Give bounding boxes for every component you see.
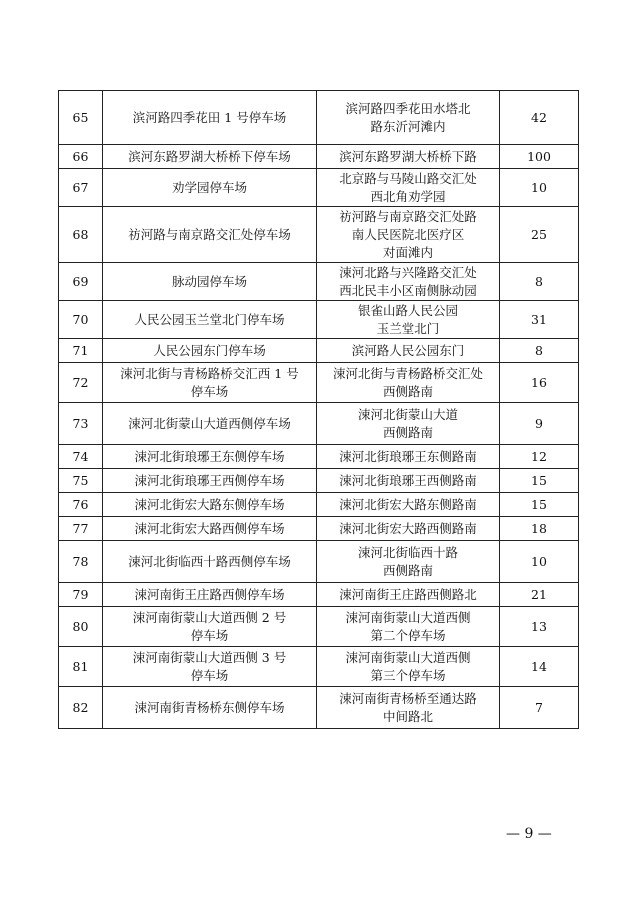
parking-lot-name-cell: 祊河路与南京路交汇处停车场 (103, 207, 317, 263)
table-row (59, 363, 579, 403)
row-number-cell: 66 (59, 145, 103, 169)
parking-lot-location-cell: 涑河北街蒙山大道 西侧路南 (317, 403, 500, 445)
parking-lot-name-cell: 涑河北街琅琊王东侧停车场 (103, 445, 317, 469)
parking-lot-location-cell: 涑河南街青杨桥至通达路 中间路北 (317, 687, 500, 729)
table-row (59, 339, 579, 363)
row-number-cell: 74 (59, 445, 103, 469)
parking-spaces-cell: 25 (500, 207, 579, 263)
table-row (59, 517, 579, 541)
parking-lot-name-cell: 涑河南街青杨桥东侧停车场 (103, 687, 317, 729)
parking-lot-name-cell: 涑河南街王庄路西侧停车场 (103, 583, 317, 607)
table-row (59, 445, 579, 469)
parking-lot-location-cell: 涑河北街琅琊王西侧路南 (317, 469, 500, 493)
row-number-cell: 75 (59, 469, 103, 493)
row-number-cell: 72 (59, 363, 103, 403)
table-row (59, 687, 579, 729)
table-row (59, 145, 579, 169)
row-number-cell: 67 (59, 169, 103, 207)
table-row (59, 263, 579, 301)
table-row (59, 207, 579, 263)
parking-lot-location-cell: 滨河路人民公园东门 (317, 339, 500, 363)
parking-lot-location-cell: 滨河东路罗湖大桥桥下路 (317, 145, 500, 169)
table-row (59, 169, 579, 207)
parking-lot-location-cell: 涑河北街宏大路西侧路南 (317, 517, 500, 541)
parking-spaces-cell: 100 (500, 145, 579, 169)
parking-spaces-cell: 8 (500, 263, 579, 301)
parking-spaces-cell: 21 (500, 583, 579, 607)
parking-spaces-cell: 10 (500, 169, 579, 207)
parking-spaces-cell: 18 (500, 517, 579, 541)
parking-lot-table-body (59, 91, 579, 729)
parking-lot-name-cell: 涑河南街蒙山大道西侧 2 号 停车场 (103, 607, 317, 647)
parking-lot-location-cell: 涑河北路与兴隆路交汇处 西北民丰小区南侧脉动园 (317, 263, 500, 301)
parking-lot-table-container (58, 90, 578, 729)
table-row (59, 647, 579, 687)
parking-lot-location-cell: 涑河南街蒙山大道西侧 第二个停车场 (317, 607, 500, 647)
parking-lot-location-cell: 祊河路与南京路交汇处路 南人民医院北医疗区 对面滩内 (317, 207, 500, 263)
parking-lot-name-cell: 滨河路四季花田 1 号停车场 (103, 91, 317, 145)
table-row (59, 403, 579, 445)
row-number-cell: 77 (59, 517, 103, 541)
parking-lot-name-cell: 涑河北街琅琊王西侧停车场 (103, 469, 317, 493)
row-number-cell: 81 (59, 647, 103, 687)
parking-lot-name-cell: 涑河北街宏大路西侧停车场 (103, 517, 317, 541)
parking-lot-location-cell: 滨河路四季花田水塔北 路东沂河滩内 (317, 91, 500, 145)
parking-spaces-cell: 10 (500, 541, 579, 583)
parking-lot-location-cell: 涑河北街与青杨路桥交汇处 西侧路南 (317, 363, 500, 403)
row-number-cell: 73 (59, 403, 103, 445)
row-number-cell: 69 (59, 263, 103, 301)
parking-spaces-cell: 15 (500, 469, 579, 493)
parking-spaces-cell: 7 (500, 687, 579, 729)
page-number: — 9 — (506, 826, 552, 842)
parking-lot-location-cell: 北京路与马陵山路交汇处 西北角劝学园 (317, 169, 500, 207)
parking-lot-name-cell: 涑河北街宏大路东侧停车场 (103, 493, 317, 517)
parking-lot-location-cell: 涑河北街宏大路东侧路南 (317, 493, 500, 517)
parking-spaces-cell: 31 (500, 301, 579, 339)
parking-lot-name-cell: 涑河北街蒙山大道西侧停车场 (103, 403, 317, 445)
parking-lot-name-cell: 涑河北街临西十路西侧停车场 (103, 541, 317, 583)
table-row (59, 607, 579, 647)
row-number-cell: 70 (59, 301, 103, 339)
parking-spaces-cell: 15 (500, 493, 579, 517)
parking-lot-location-cell: 银雀山路人民公园 玉兰堂北门 (317, 301, 500, 339)
parking-spaces-cell: 9 (500, 403, 579, 445)
parking-lot-name-cell: 涑河北街与青杨路桥交汇西 1 号 停车场 (103, 363, 317, 403)
row-number-cell: 76 (59, 493, 103, 517)
parking-spaces-cell: 16 (500, 363, 579, 403)
row-number-cell: 68 (59, 207, 103, 263)
table-row (59, 583, 579, 607)
parking-lot-table (58, 90, 579, 729)
parking-lot-location-cell: 涑河北街临西十路 西侧路南 (317, 541, 500, 583)
parking-lot-location-cell: 涑河南街蒙山大道西侧 第三个停车场 (317, 647, 500, 687)
table-row (59, 541, 579, 583)
parking-spaces-cell: 8 (500, 339, 579, 363)
row-number-cell: 78 (59, 541, 103, 583)
table-row (59, 469, 579, 493)
row-number-cell: 82 (59, 687, 103, 729)
parking-lot-name-cell: 人民公园东门停车场 (103, 339, 317, 363)
row-number-cell: 79 (59, 583, 103, 607)
parking-spaces-cell: 42 (500, 91, 579, 145)
parking-lot-location-cell: 涑河南街王庄路西侧路北 (317, 583, 500, 607)
parking-lot-name-cell: 人民公园玉兰堂北门停车场 (103, 301, 317, 339)
parking-lot-location-cell: 涑河北街琅琊王东侧路南 (317, 445, 500, 469)
parking-lot-name-cell: 劝学园停车场 (103, 169, 317, 207)
parking-lot-name-cell: 脉动园停车场 (103, 263, 317, 301)
table-row (59, 493, 579, 517)
parking-lot-name-cell: 滨河东路罗湖大桥桥下停车场 (103, 145, 317, 169)
row-number-cell: 80 (59, 607, 103, 647)
parking-spaces-cell: 13 (500, 607, 579, 647)
table-row (59, 91, 579, 145)
parking-lot-name-cell: 涑河南街蒙山大道西侧 3 号 停车场 (103, 647, 317, 687)
parking-spaces-cell: 12 (500, 445, 579, 469)
row-number-cell: 65 (59, 91, 103, 145)
table-row (59, 301, 579, 339)
row-number-cell: 71 (59, 339, 103, 363)
parking-spaces-cell: 14 (500, 647, 579, 687)
